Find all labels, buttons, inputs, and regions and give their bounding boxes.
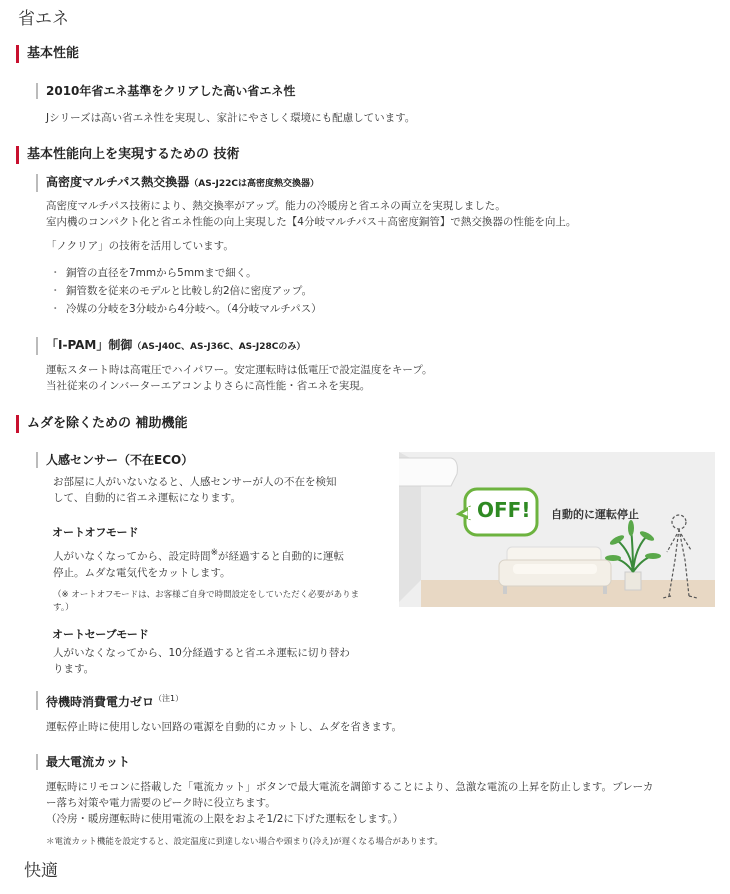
ipam-line2: 当社従来のインバーターエアコンよりさらに高性能・省エネを実現。: [46, 380, 371, 392]
sub-heading-2010: 2010年省エネ基準をクリアした高い省エネ性: [36, 83, 295, 99]
bullet-mark: ・: [50, 285, 61, 297]
heat-exchanger-title: 高密度マルチパス熱交換器: [46, 175, 190, 189]
list-item: ・ 銅管の直径を7mmから5mmまで細く。: [50, 267, 257, 279]
room-illustration: [399, 452, 715, 607]
sub-heading-heat-exchanger: [36, 174, 319, 192]
hex-line3: 「ノクリア」の技術を活用しています。: [46, 240, 234, 252]
page-title: 省エネ: [18, 9, 69, 29]
sensor-line2: して、自動的に省エネ運転になります。: [53, 492, 241, 504]
peak-line3: （冷房・暖房運転時に使用電流の上限をおよそ1/2に下げた運転をします。）: [46, 813, 404, 825]
illus-caption: 自動的に運転停止: [551, 508, 639, 521]
auto-save-line2: ります。: [53, 663, 95, 675]
auto-off-line2: 停止。ムダな電気代をカットします。: [53, 567, 231, 579]
sub-heading-sensor: 人感センサー（不在ECO）: [36, 452, 193, 468]
auto-off-note1: （※ オートオフモードは、お客様ご自身で時間設定をしていただく必要がありま: [53, 590, 360, 600]
auto-off-note2: す。）: [53, 603, 74, 613]
ipam-title: 「I-PAM」制御: [46, 338, 133, 352]
auto-off-title: オートオフモード: [52, 526, 139, 539]
hex-line1: 高密度マルチパス技術により、熱交換率がアップ。能力の冷暖房と省エネの両立を実現しました。: [46, 200, 506, 212]
standby-note-mark: （注1）: [154, 694, 184, 703]
list-item: ・ 冷媒の分岐を3分岐から4分岐へ。（4分岐マルチパス）: [50, 303, 322, 315]
basic-text: Jシリーズは高い省エネ性を実現し、家計にやさしく環境にも配慮しています。: [46, 112, 416, 124]
auto-save-line1: 人がいなくなってから、10分経過すると省エネ運転に切り替わ: [53, 647, 350, 659]
bullet-mark: ・: [50, 303, 61, 315]
peak-footnote: ＊電流カット機能を設定すると、設定温度に到達しない場合や頭まり(冷え)が遅くなる場合があります。: [46, 837, 443, 847]
sensor-line1: お部屋に人がいないなると、人感センサーが人の不在を検知: [53, 476, 337, 488]
sub-heading-standby: 待機時消費電力ゼロ$^{(注1)}$: [36, 691, 183, 710]
ipam-line1: 運転スタート時は高電圧でハイパワー。安定運転時は低電圧で設定温度をキープ。: [46, 364, 433, 376]
bullet-mark: ・: [50, 267, 61, 279]
ipam-note: （AS-J40C、AS-J36C、AS-J28Cのみ）: [132, 342, 306, 352]
sub-heading-peak: 最大電流カット: [36, 754, 130, 770]
section-heading-aux: ムダを除くための 補助機能: [16, 415, 188, 433]
list-item: ・ 銅管数を従来のモデルと比較し約2倍に密度アップ。: [50, 285, 313, 297]
sub-heading-ipam: [36, 337, 305, 355]
next-section-title: 快適: [24, 861, 58, 881]
peak-line1: 運転時にリモコンに搭載した「電流カット」ボタンで最大電流を調節することにより、急激な電流の上昇を防止します。ブレーカ: [46, 781, 654, 793]
heat-exchanger-note: （AS-J22Cは高密度熱交換器）: [189, 179, 319, 189]
section-heading-tech: 基本性能向上を実現するための 技術: [16, 146, 240, 164]
auto-save-title: オートセーブモード: [52, 628, 149, 641]
hex-line2: 室内機のコンパクト化と省エネ性能の向上実現した【4分岐マルチパス＋高密度銅管】で熱交換器の性能を向上。: [46, 216, 577, 228]
asterisk-mark: ※: [210, 548, 219, 558]
auto-off-line1: 人がいなくなってから、設定時間※が経過すると自動的に運転: [53, 548, 345, 563]
peak-line2: ー落ち対策や電力需要のピーク時に役立ちます。: [46, 797, 276, 809]
standby-text: 運転停止時に使用しない回路の電源を自動的にカットし、ムダを省きます。: [46, 721, 403, 733]
off-label: OFF!: [477, 498, 531, 522]
section-heading-basic: 基本性能: [16, 45, 79, 63]
